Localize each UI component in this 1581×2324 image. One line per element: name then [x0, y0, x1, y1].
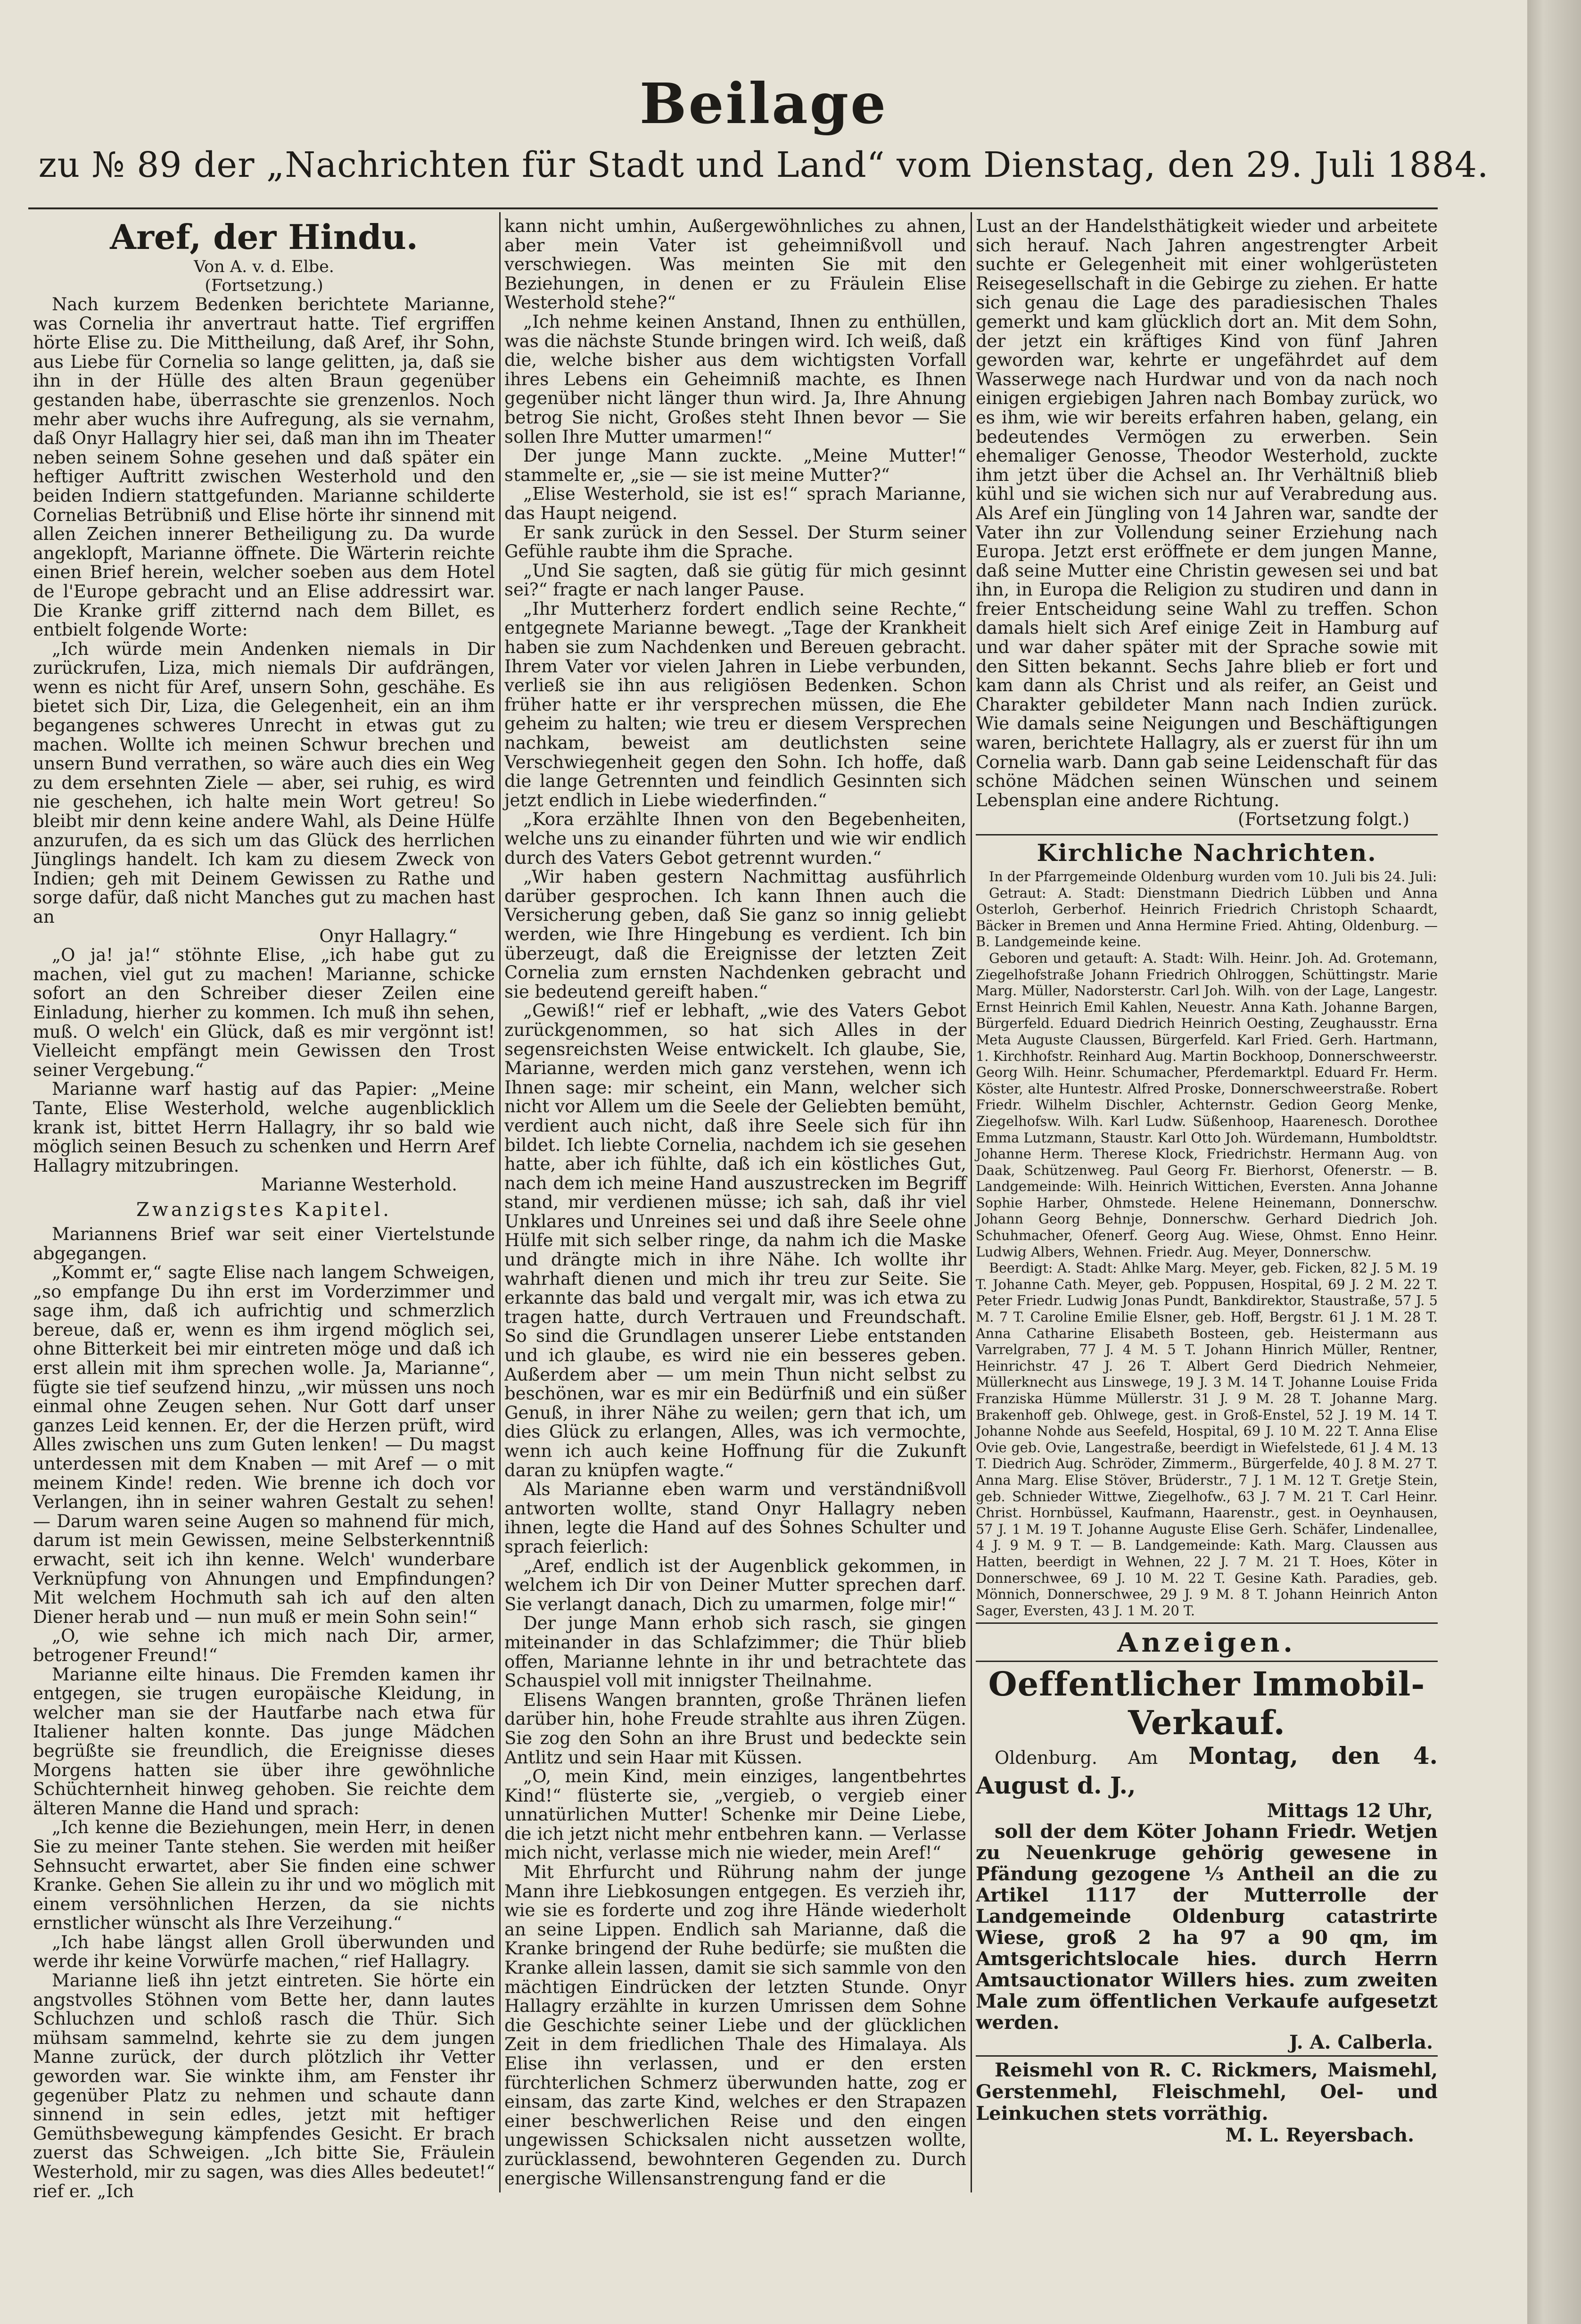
church-paragraph: Getraut: A. Stadt: Dienstmann Diedrich Lübben und Anna Osterloh, Gerberhof. Heinrich Friedrich Christoph Schaardt, Bäcker in Bremen und Anna Hermine Fried. Ahting, Oldenburg. — B. Landgemeinde keine. [976, 885, 1438, 950]
page-edge [1527, 0, 1581, 2324]
real-estate-ad [976, 1665, 1438, 2052]
masthead [0, 71, 1527, 185]
paragraph: Marianne warf hastig auf das Papier: „Meine Tante, Elise Westerhold, welche augenblicklich krank ist, bittet Herrn Hallagry, ihr so bald wie möglich seinen Besuch zu schenken und Herrn Aref Hallagry mitzubringen. [33, 1079, 495, 1176]
paragraph: Elisens Wangen brannten, große Thränen liefen darüber hin, hohe Freude strahlte aus ihren Zügen. Sie zog den Sohn an ihre Brust und bedeckte sein Antlitz und sein Haar mit Küssen. [504, 1689, 966, 1768]
paragraph: kann nicht umhin, Außergewöhnliches zu ahnen, aber mein Vater ist geheimnißvoll und verschwiegen. Was meinten Sie mit den Beziehungen, in denen er zu Fräulein Elise Westerhold stehe?“ [504, 216, 966, 313]
paragraph: „Ich würde mein Andenken niemals in Dir zurückrufen, Liza, mich niemals Dir aufdrängen, wenn es nicht für Aref, unsern Sohn, geschähe. Es bietet sich Dir, Liza, die Gelegenheit, ein an ihm begangenes schweres Unrecht in etwas gut zu machen. Wollte ich meinen Schwur brechen und unsern Bund verrathen, so wäre auch dies ein Weg zu dem ersehnten Ziele — aber, sei ruhig, es wird nie geschehen, ich halte mein Wort getreu! So bleibt mir denn keine andere Wahl, als Deine Hülfe anzurufen, da es sich um das Glück des herrlichen Jünglings handelt. Ich kam zu diesem Zweck von Indien; geh mit Deinem Gewissen zu Rathe und sorge dafür, daß nicht Manches gut zu machen hast an [33, 638, 495, 927]
story-continuation: (Fortsetzung.) [205, 276, 323, 295]
paragraph: „O, mein Kind, mein einziges, langentbehrtes Kind!“ flüsterte sie, „vergieb, o vergieb einer unnatürlichen Mutter! Schenke mir Deine Liebe, die ich jetzt nicht mehr entbehren kann. — Verlasse mich nicht, verlasse mich nie wieder, mein Aref!“ [504, 1766, 966, 1863]
paragraph: „Ich nehme keinen Anstand, Ihnen zu enthüllen, was die nächste Stunde bringen wird. Ich weiß, daß die, welche bisher aus dem wichtigsten Vorfall ihres Lebens ein Geheimniß machte, es Ihnen gegenüber nicht länger thun wird. Ja, Ihre Ahnung betrog Sie nicht, Großes steht Ihnen bevor — Sie sollen Ihre Mutter umarmen!“ [504, 311, 966, 447]
paragraph: Nach kurzem Bedenken berichtete Marianne, was Cornelia ihr anvertraut hatte. Tief ergriffen hörte Elise zu. Die Mittheilung, daß Aref, ihr Sohn, aus Liebe für Cornelia so lange gelitten, ja, daß sie ihn in der Hülle des alten Braun gegenüber gestanden habe, überraschte sie grenzenlos. Noch mehr aber wuchs ihre Aufregung, als sie vernahm, daß Onyr Hallagry hier sei, daß man ihn im Theater neben seinem Sohne gesehen und daß später ein heftiger Auftritt zwischen Westerhold und den beiden Indiern stattgefunden. Marianne schilderte Cornelias Betrübniß und Elise hörte ihr sinnend mit allen Zeichen innerer Betheiligung zu. Da wurde angeklopft, Marianne öffnete. Die Wärterin reichte einen Brief herein, welcher soeben aus dem Hotel de l'Europe gebracht und an Elise addressirt war. Die Kranke griff zitternd nach dem Billet, es entbielt folgende Worte: [33, 294, 495, 640]
paragraph: Er sank zurück in den Sessel. Der Sturm seiner Gefühle raubte ihm die Sprache. [504, 522, 966, 562]
paragraph: Lust an der Handelsthätigkeit wieder und arbeitete sich herauf. Nach Jahren angestrengter Arbeit suchte er Gelegenheit mit einer wohlgerüsteten Reisegesellschaft in die Gebirge zu ziehen. Er hatte sich genau die Lage des paradiesischen Thales gemerkt und kam glücklich dort an. Mit dem Sohn, der jetzt ein kräftiges Kind von fünf Jahren geworden war, kehrte er ungefährdet auf dem Wasserwege nach Hurdwar und von da nach noch einigen ergiebigen Jahren nach Bombay zurück, wo es ihm, wie wir bereits erfahren haben, gelang, ein bedeutendes Vermögen zu erwerben. Sein ehemaliger Genosse, Theodor Westerhold, zuckte ihm jetzt über die Achsel an. Ihr Verhältniß blieb kühl und sie wichen sich nur auf Verabredung aus. Als Aref ein Jüngling von 14 Jahren war, sandte der Vater ihn zur Vollendung seiner Erziehung nach Europa. Jetzt erst eröffnete er dem jungen Manne, daß seine Mutter eine Christin gewesen sei und bat ihn, in Europa die Religion zu studiren und dann in freier Entscheidung seine Wahl zu treffen. Schon damals hielt sich Aref einige Zeit in Hamburg auf und war daher später mit der Sprache sowie mit den Sitten bekannt. Sechs Jahre blieb er fort und kam dann als Christ und als reifer, an Geist und Charakter gebildeter Mann nach Indien zurück. Wie damals seine Neigungen und Beschäftigungen waren, berichtete Hallagry, als er zuerst für ihn um Cornelia warb. Dann gab seine Leidenschaft für das schöne Mädchen seinen Wünschen und seinem Lebensplan eine andere Richtung. [976, 216, 1438, 811]
paragraph: Mariannens Brief war seit einer Viertelstunde abgegangen. [33, 1224, 495, 1264]
church-news [976, 868, 1438, 1619]
paragraph: Marianne eilte hinaus. Die Fremden kamen ihr entgegen, sie trugen europäische Kleidung, in welcher man sie der Hautfarbe nach etwa für Italiener halten konnte. Das junge Mädchen begrüßte sie freundlich, die Ereignisse dieses Morgens hatten sie über ihre gewöhnliche Schüchternheit hinweg gehoben. Sie reichte dem älteren Manne die Hand und sprach: [33, 1664, 495, 1819]
letter-signature: Marianne Westerhold. [261, 1174, 457, 1195]
paragraph: „Wir haben gestern Nachmittag ausführlich darüber gesprochen. Ich kann Ihnen auch die Versicherung geben, daß Sie ganz so innig geliebt werden, wie Ihre Hingebung es verdient. Ich bin überzeugt, daß die Ereignisse der letzten Zeit Cornelia zum ernsten Nachdenken gebracht und sie bedeutend gereift haben.“ [504, 867, 966, 1002]
paragraph: Als Marianne eben warm und verständnißvoll antworten wollte, stand Onyr Hallagry neben ihnen, legte die Hand auf des Sohnes Schulter und sprach feierlich: [504, 1479, 966, 1557]
column-rule-2 [971, 212, 972, 2192]
church-news-title: Kirchliche Nachrichten. [1037, 839, 1377, 867]
paragraph: „Kommt er,“ sagte Elise nach langem Schweigen, „so empfange Du ihn erst im Vorderzimmer und sage ihm, daß ich aufrichtig und schmerzlich bereue, daß er, wenn es ihm irgend möglich sei, ohne Bitterkeit bei mir eintreten möge und daß ich erst allein mit ihm sprechen wolle. Ja, Marianne“, fügte sie tief seufzend hinzu, „wir müssen uns noch einmal ohne Zeugen sehen. Nur Gott darf unser ganzes Leid kennen. Er, der die Herzen prüft, wird Alles zwischen uns zum Guten lenken! — Du magst unterdessen mit dem Knaben — mit Aref — o mit meinem Kinde! reden. Wie brenne ich doch vor Verlangen, ihn in seiner wahren Gestalt zu sehen! — Darum waren seine Augen so mahnend für mich, darum ist mein Gewissen, meine Selbsterkenntniß erwacht, seit ich ihn kenne. Welch' wunderbare Verknüpfung von Ahnungen und Empfindungen? Mit welchem Hochmuth sah ich auf den alten Diener herab und — nun muß er mein Sohn sein!“ [33, 1262, 495, 1627]
paragraph: Mit Ehrfurcht und Rührung nahm der junge Mann ihre Liebkosungen entgegen. Es verzieh ihr, wie sie es forderte und zog ihre Hände wiederholt an seine Lippen. Endlich sah Marianne, daß die Kranke bringend der Ruhe bedürfe; sie mußten die Kranke allein lassen, damit sie sich sammle von den mächtigen Eindrücken der letzten Stunde. Onyr Hallagry erzählte in kurzen Umrissen dem Sohne die Geschichte seiner Liebe und der glücklichen Zeit in dem friedlichen Thale des Himalaya. Als Elise ihn verlassen, und er den ersten fürchterlichen Schmerz überwunden hatte, zog er einsam, das zarte Kind, welches er den Strapazen einer beschwerlichen Reise und den eingen ungewissen Schicksalen nicht aussetzen wollte, zurücklassend, bewohnteren Gegenden zu. Durch energische Willensanstrengung fand er die [504, 1862, 966, 2189]
paragraph: „Ich kenne die Beziehungen, mein Herr, in denen Sie zu meiner Tante stehen. Sie werden mit heißer Sehnsucht erwartet, aber Sie finden eine schwer Kranke. Gehen Sie allein zu ihr und wo möglich mit einem versöhnlichen Herzen, da sie nichts ernstlicher wünscht als Ihre Verzeihung.“ [33, 1817, 495, 1934]
ad-signature: J. A. Calberla. [1289, 2031, 1433, 2053]
letter-signature: Onyr Hallagry.“ [319, 926, 457, 946]
paragraph: „Gewiß!“ rief er lebhaft, „wie des Vaters Gebot zurückgenommen, so hat sich Alles in der segensreichsten Weise entwickelt. Ich glaube, Sie, Marianne, werden mich ganz verstehen, wenn ich Ihnen sage: mir scheint, ein Mann, welcher sich nicht vor Allem um die Seele der Geliebten bemüht, verdient auch nicht, daß ihre Seele sich für ihn bildet. Ich liebte Cornelia, nachdem ich sie gesehen hatte, aber ich fühlte, daß ich ein köstliches Gut, nach dem ich meine Hand auszustrecken im Begriff stand, mir verdienen müsse; ich sah, daß ihr viel Unklares und Unreines sei und daß ihre Seele ohne Hülfe mit sich selber ringe, da nahm ich die Maske und drängte mich in ihre Nähe. Ich wollte ihr wahrhaft dienen und mich ihr treu zur Seite. Sie erkannte das bald und vergalt mir, was ich etwa zu tragen hatte, durch Vertrauen und Freundschaft. So sind die Grundlagen unserer Liebe entstanden und ich glaube, es wird nie ein besseres geben. Außerdem aber — um mein Thun nicht selbst zu beschönen, war es mir ein Bedürfniß und ein süßer Genuß, in ihrer Nähe zu weilen; gern that ich, um dies Glück zu erlangen, Alles, was ich vermochte, wenn ich auch keine Hoffnung für die Zukunft daran zu knüpfen wagte.“ [504, 1001, 966, 1480]
paragraph: Marianne ließ ihn jetzt eintreten. Sie hörte ein angstvolles Stöhnen vom Bette her, dann lautes Schluchzen und schloß rasch die Thür. Sich mühsam sammelnd, kehrte sie zu dem jungen Manne zurück, der durch plötzlich ihr Vetter geworden war. Sie winkte ihm, am Fenster ihr gegenüber Platz zu nehmen und schaute dann sinnend in sein edles, jetzt mit heftiger Gemüthsbewegung kämpfendes Gesicht. Er brach zuerst das Schweigen. „Ich bitte Sie, Fräulein Westerhold, mir zu sagen, was dies Alles bedeutet!“ rief er. „Ich [33, 1970, 495, 2201]
column-rule-1 [499, 212, 501, 2192]
paragraph: „Und Sie sagten, daß sie gütig für mich gesinnt sei?“ fragte er nach langer Pause. [504, 560, 966, 600]
story-title: Aref, der Hindu. [110, 217, 418, 257]
paragraph: Der junge Mann erhob sich rasch, sie gingen miteinander in das Schlafzimmer; die Thür blieb offen, Marianne lehnte in ihr und betrachtete das Schauspiel voll mit innigster Theilnahme. [504, 1613, 966, 1691]
paragraph: „Ich habe längst allen Groll überwunden und werde ihr keine Vorwürfe machen,“ rief Hallagry. [33, 1932, 495, 1972]
ad-place: Oldenburg. Am [995, 1747, 1158, 1769]
section-rule [976, 2055, 1438, 2057]
paragraph: „Kora erzählte Ihnen von den Begebenheiten, welche uns zu einander führten und wie wir endlich durch des Vaters Gebot getrennt wurden.“ [504, 809, 966, 868]
paragraph: „O ja! ja!“ stöhnte Elise, „ich habe gut zu machen, viel gut zu machen! Marianne, schicke sofort an den Schreiber dieser Zeilen eine Einladung, hierher zu kommen. Ich muß ihn sehen, muß. O welch' ein Glück, daß es mir vergönnt ist! Vielleicht empfängt mein Gewissen den Trost seiner Vergebung.“ [33, 945, 495, 1080]
ad-date: Montag, den 4. August d. J., [976, 1742, 1438, 1800]
ad-body: Reismehl von R. C. Rickmers, Maismehl, Gerstenmehl, Fleischmehl, Oel- und Leinkuchen stets vorräthig. [976, 2059, 1438, 2125]
masthead-subtitle: zu № 89 der „Nachrichten für Stadt und Land“ vom Dienstag, den 29. Juli 1884. [38, 145, 1489, 185]
masthead-title: Beilage [639, 71, 888, 136]
header-rule [28, 207, 1438, 209]
ad-headline: Oeffentlicher Immobil-Verkauf. [988, 1664, 1425, 1743]
column-3 [976, 217, 1438, 2146]
section-rule [976, 1622, 1438, 1624]
paragraph: „Ihr Mutterherz fordert endlich seine Rechte,“ entgegnete Marianne bewegt. „Tage der Krankheit haben sie zum Nachdenken und Bereuen gebracht. Ihrem Vater vor vielen Jahren in Liebe verbunden, verließ sie ihn aus religiösen Bedenken. Schon früher hatte er ihr versprechen müssen, die Ehe geheim zu halten; wie treu er diesem Versprechen nachkam, beweist am deutlichsten seine Verschwiegenheit gegen den Sohn. Ich hoffe, daß die lange Getrennten und feindlich Gesinnten sich jetzt endlich in Liebe wiederfinden.“ [504, 598, 966, 811]
paragraph: „O, wie sehne ich mich nach Dir, armer, betrogener Freund!“ [33, 1626, 495, 1665]
section-rule [976, 1661, 1438, 1662]
ad-body: soll der dem Köter Johann Friedr. Wetjen zu Neuenkruge gehörig gewesene in Pfändung gezogene ⅓ Antheil an die zu Artikel 1117 der Mutterrolle der Landgemeinde Oldenburg catastrirte Wiese, groß 2 ha 97 a 90 qm, im Amtsgerichtslocale hies. durch Herrn Amtsauctionator Willers hies. zum zweiten Male zum öffentlichen Verkaufe aufgesetzt werden. [976, 1820, 1438, 2034]
church-paragraph: Geboren und getauft: A. Stadt: Wilh. Heinr. Joh. Ad. Grotemann, Ziegelhofstraße Johann Friedrich Ohlroggen, Schüttingstr. Marie Marg. Müller, Nadorsterstr. Carl Joh. Wilh. von der Lage, Langestr. Ernst Heinrich Emil Kahlen, Neuestr. Anna Kath. Johanne Bargen, Bürgerfeld. Eduard Diedrich Heinrich Oesting, Zeughausstr. Erna Meta Auguste Claussen, Bürgerfeld. Karl Fried. Gerh. Hartmann, 1. Kirchhofstr. Reinhard Aug. Martin Bockhoop, Donnerschweerstr. Georg Wilh. Heinr. Schumacher, Pferdemarktpl. Eduard Fr. Herm. Köster, alte Huntestr. Alfred Proske, Donnerschweerstraße. Robert Friedr. Wilhelm Dischler, Achternstr. Gedion Georg Menke, Ziegelhofsw. Wilh. Karl Ludw. Süßenhoop, Haarenesch. Dorothee Emma Lutzmann, Staustr. Karl Otto Joh. Würdemann, Humboldtstr. Johanne Herm. Therese Klock, Friedrichstr. Hermann Aug. von Daak, Schützenweg. Paul Georg Fr. Bierhorst, Ofenerstr. — B. Landgemeinde: Wilh. Heinrich Wittichen, Eversten. Anna Johanne Sophie Harber, Ohmstede. Helene Heinemann, Donnerschw. Johann Georg Behnje, Donnerschw. Gerhard Diedrich Joh. Schuhmacher, Ofenerf. Georg Aug. Wiese, Ohmst. Enno Heinr. Ludwig Albers, Wehnen. Friedr. Aug. Meyer, Donnerschw. [976, 950, 1438, 1260]
section-rule [976, 834, 1438, 835]
church-paragraph: In der Pfarrgemeinde Oldenburg wurden vom 10. Juli bis 24. Juli: [989, 868, 1437, 885]
ad-date-line [976, 1742, 1438, 1802]
column-2 [504, 217, 966, 2188]
ad-signature: M. L. Reyersbach. [1225, 2124, 1414, 2146]
church-paragraph: Beerdigt: A. Stadt: Ahlke Marg. Meyer, geb. Ficken, 82 J. 5 M. 19 T. Johanne Cath. Meyer, geb. Poppusen, Hospital, 69 J. 2 M. 22 T. Peter Friedr. Ludwig Jonas Pundt, Bankdirektor, Staustraße, 57 J. 5 M. 7 T. Caroline Emilie Elsner, geb. Hoff, Bergstr. 61 J. 1 M. 28 T. Anna Catharine Elisabeth Bosteen, geb. Heistermann aus Varrelgraben, 77 J. 4 M. 5 T. Johann Hinrich Müller, Rentner, Heinrichstr. 47 J. 26 T. Albert Gerd Diedrich Nehmeier, Müllerknecht aus Linswege, 19 J. 3 M. 14 T. Johanne Louise Frida Franziska Hümme Müllerstr. 31 J. 9 M. 28 T. Johanne Marg. Brakenhoff geb. Ohlwege, gest. in Groß-Enstel, 52 J. 19 M. 14 T. Johanne Nohde aus Seefeld, Hospital, 69 J. 10 M. 22 T. Anna Elise Ovie geb. Ovie, Langestraße, beerdigt in Wiefelstede, 61 J. 4 M. 13 T. Diedrich Aug. Schröder, Zimmerm., Bürgerfelde, 40 J. 8 M. 27 T. Anna Marg. Elise Stöver, Brüderstr., 7 J. 1 M. 12 T. Gretje Stein, geb. Schnieder Wittwe, Ziegelhofw., 63 J. 7 M. 21 T. Carl Heinr. Christ. Hornbüssel, Kaufmann, Haarenstr., gest. in Oeynhausen, 57 J. 1 M. 19 T. Johanne Auguste Elise Gerh. Schäfer, Lindenallee, 4 J. 9 M. 9 T. — B. Landgemeinde: Kath. Marg. Claussen aus Hatten, beerdigt in Wehnen, 22 J. 7 M. 21 T. Hoes, Köter in Donnerschwee, 69 J. 10 M. 22 T. Gesine Kath. Paradies, geb. Mönnich, Donnerschwee, 29 J. 9 M. 8 T. Johann Heinrich Anton Sager, Eversten, 43 J. 1 M. 20 T. [976, 1260, 1438, 1619]
paragraph: „Elise Westerhold, sie ist es!“ sprach Marianne, das Haupt neigend. [504, 484, 966, 523]
ad-time: Mittags 12 Uhr, [1267, 1800, 1433, 1822]
story-to-be-continued: (Fortsetzung folgt.) [1238, 809, 1409, 830]
paragraph: Der junge Mann zuckte. „Meine Mutter!“ stammelte er, „sie — sie ist meine Mutter?“ [504, 446, 966, 485]
paragraph: „Aref, endlich ist der Augenblick gekommen, in welchem ich Dir von Deiner Mutter sprechen darf. Sie verlangt danach, Dich zu umarmen, folge mir!“ [504, 1555, 966, 1614]
story-byline: Von A. v. d. Elbe. [194, 257, 334, 276]
ads-title: Anzeigen. [1117, 1627, 1296, 1659]
flour-ad [976, 2059, 1438, 2146]
chapter-heading: Zwanzigstes Kapitel. [136, 1199, 392, 1221]
column-1 [33, 217, 495, 2201]
